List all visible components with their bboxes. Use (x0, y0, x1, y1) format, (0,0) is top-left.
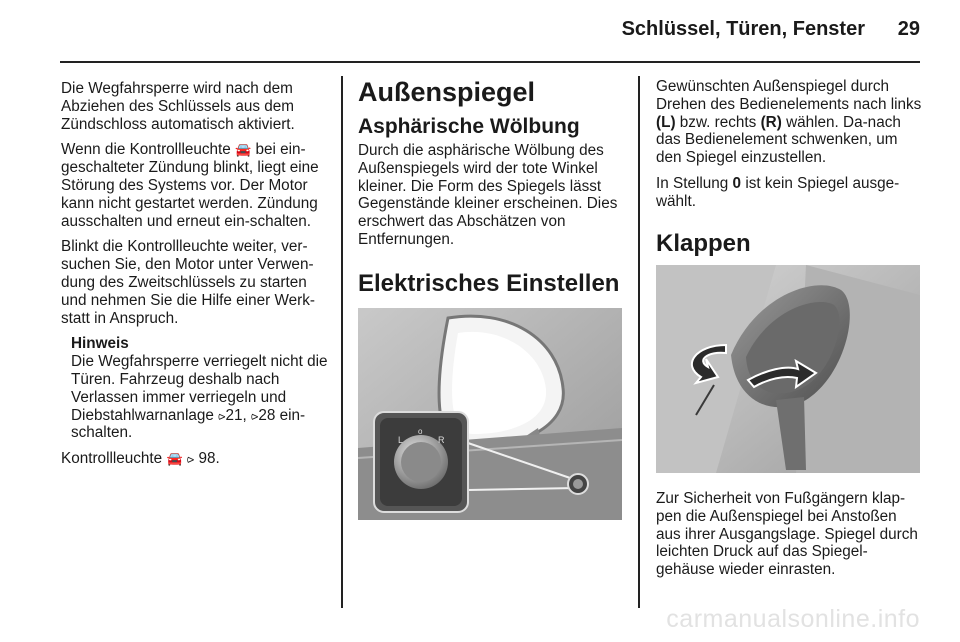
svg-text:R: R (438, 435, 445, 445)
column-divider-1 (341, 76, 343, 608)
right-column (656, 78, 924, 259)
car-key-icon: 🚘 (166, 451, 183, 467)
column-divider-2 (638, 76, 640, 608)
subsection-heading: Asphärische Wölbung (358, 115, 580, 138)
mirror-control-image (358, 308, 622, 520)
paragraph-position-zero: In Stellung 0 ist kein Spiegel ausge-wählt. (656, 174, 900, 210)
page-header-title: Schlüssel, Türen, Fenster (621, 18, 865, 40)
svg-text:L: L (398, 435, 404, 445)
subsection-heading-electric: Elektrisches Einstellen (358, 269, 620, 297)
right-column-bottom (656, 490, 924, 587)
header-rule (60, 61, 920, 63)
car-key-icon: 🚘 (235, 142, 252, 158)
paragraph-aspheric: Durch die asphärische Wölbung des Außenspiegels wird der tote Winkel kleiner. Die Form des Spiegels lässt Gegenstände kleiner erscheinen. Dies erschwert das Abschätzen von Entfernungen. (358, 142, 618, 248)
svg-text:o: o (418, 427, 423, 436)
middle-column (358, 76, 626, 299)
watermark: carmanualsonline.info (666, 605, 920, 633)
paragraph-warning-light: Wenn die Kontrollleuchte 🚘 bei ein-geschalteter Zündung blinkt, liegt eine Störung des Systems vor. Der Motor kann nicht gestartet werden. Zündung ausschalten und erneut ein-schalten. (61, 141, 319, 230)
page-reference-link[interactable]: 98. (198, 450, 220, 468)
subsection-heading-fold: Klappen (656, 229, 751, 257)
page-number: 29 (897, 18, 920, 40)
page-reference-link[interactable]: 28 ein-schalten. (71, 406, 306, 442)
paragraph-pedestrian-safety: Zur Sicherheit von Fußgängern klap-pen die Außenspiegel bei Anstoßen aus ihrer Ausgangslage. Spiegel durch leichten Druck auf das Spiegel-gehäuse wieder einrasten. (656, 490, 918, 579)
arrow-reference-icon: ⪧ (250, 407, 259, 423)
paragraph-warning-light-ref: Kontrollleuchte 🚘 ⪧ 98. (61, 450, 220, 468)
note-title: Hinweis (71, 335, 129, 353)
paragraph-select-mirror: Gewünschten Außenspiegel durch Drehen des Bedienelements nach links (L) bzw. rechts (R) wählen. Da-nach das Bedienelement schwenken, um den Spiegel einzustellen. (656, 78, 922, 167)
left-column (61, 80, 329, 476)
page-reference-link[interactable]: 21, (225, 406, 247, 424)
paragraph-second-key: Blinkt die Kontrollleuchte weiter, ver-suchen Sie, den Motor unter Verwen-dung des Zweitschlüssels zu starten und nehmen Sie die Hilfe einer Werk-statt in Anspruch. (61, 238, 315, 327)
note-box: Hinweis Die Wegfahrsperre verriegelt nicht die Türen. Fahrzeug deshalb nach Verlassen immer verriegeln und Diebstahlwarnanlage ⪧21, ⪧28 ein-schalten. (71, 335, 328, 442)
paragraph-immobilizer: Die Wegfahrsperre wird nach dem Abziehen des Schlüssels aus dem Zündschloss automatisch aktiviert. (61, 80, 295, 133)
section-heading: Außenspiegel (358, 77, 536, 107)
arrow-reference-icon: ⪧ (218, 407, 226, 423)
arrow-reference-icon: ⪧ (186, 451, 195, 467)
mirror-folding-image (656, 265, 920, 473)
